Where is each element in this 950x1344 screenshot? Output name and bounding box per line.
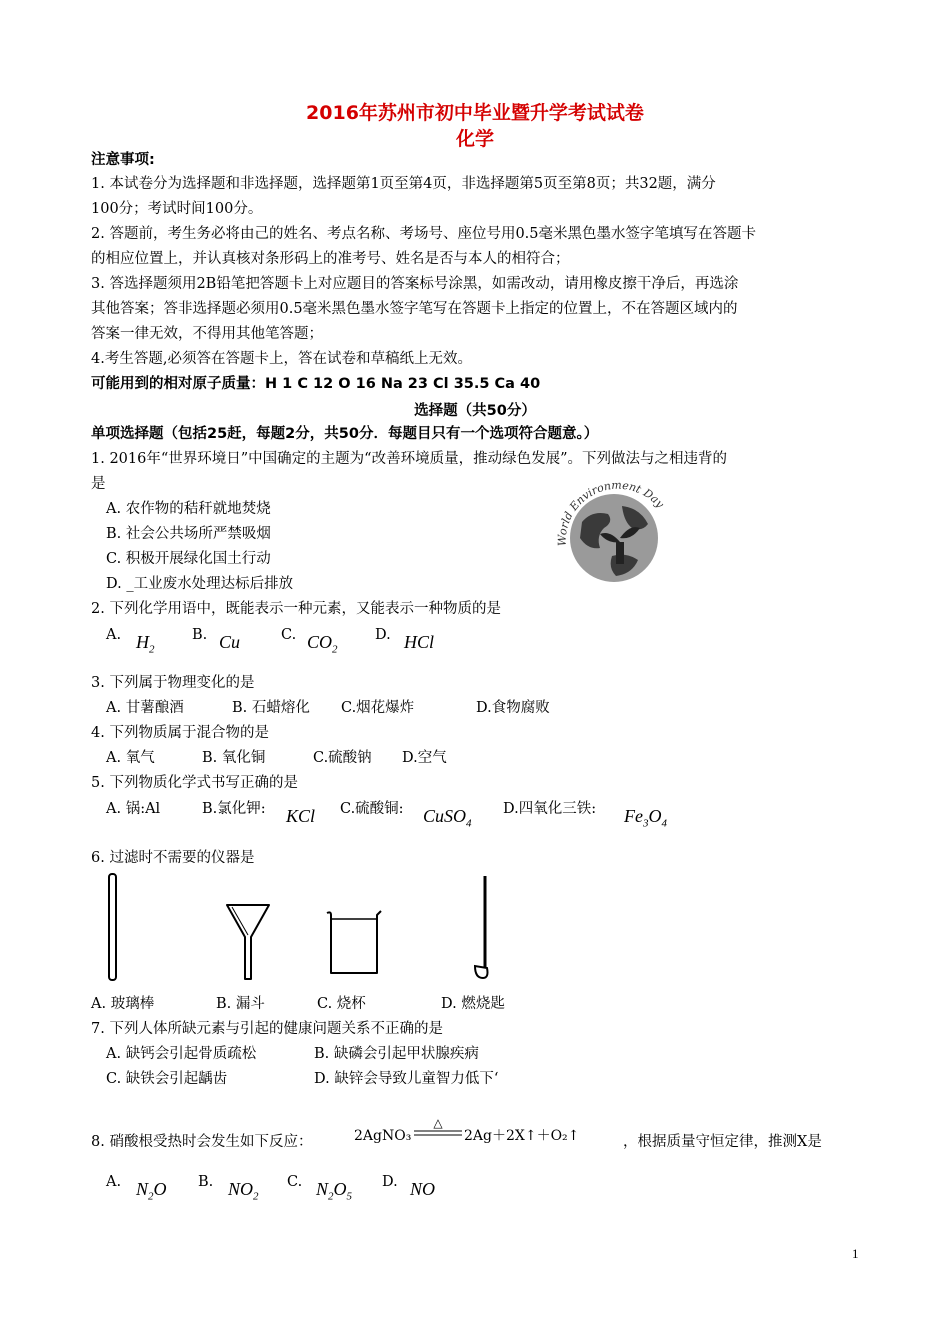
q7-option-a: A. 缺钙会引起骨质疏松	[106, 1046, 257, 1062]
q4-option-d: D.空气	[402, 750, 447, 766]
q1-stem: 1. 2016年“世界环境日”中国确定的主题为“改善环境质量，推动绿色发展”。下列做法与之相违背的	[91, 451, 727, 467]
world-environment-day-logo	[552, 476, 680, 590]
q3-option-a: A. 甘薯酿酒	[106, 700, 184, 716]
atomic-masses: 可能用到的相对原子质量：H 1 C 12 O 16 Na 23 Cl 35.5 Ca 40	[91, 376, 541, 392]
q1-option-a: A. 农作物的秸秆就地焚烧	[106, 501, 271, 517]
q1-option-d: D. _工业废水处理达标后排放	[106, 576, 294, 592]
section-title: 选择题（共50分）	[414, 403, 536, 419]
q1-option-c: C. 积极开展绿化国土行动	[106, 551, 271, 567]
q8-formula-c: $N_2O_5$	[316, 1179, 353, 1203]
q2-formula-d: HCl	[404, 632, 435, 652]
q2-formula-c: $CO_2$	[307, 632, 338, 656]
notice-line: 答案一律无效，不得用其他笔答题；	[91, 326, 323, 342]
exam-title: 2016年苏州市初中毕业暨升学考试试卷	[306, 102, 644, 124]
q5-formula-d: $Fe_3O_4$	[624, 806, 667, 830]
q2-label-a: A.	[106, 627, 122, 643]
q4-option-c: C.硫酸钠	[313, 750, 372, 766]
notice-line: 1. 本试卷分为选择题和非选择题，选择题第1页至第4页，非选择题第5页至第8页；共32题，满分	[91, 176, 716, 192]
q5-label-d: D.四氧化三铁:	[503, 801, 597, 817]
q4-option-b: B. 氧化铜	[202, 750, 266, 766]
q2-formula-a: $H_2$	[136, 632, 155, 656]
beaker-icon	[325, 909, 383, 977]
q7-option-d: D. 缺锌会导致儿童智力低下‘	[314, 1071, 499, 1087]
q2-stem: 2. 下列化学用语中，既能表示一种元素，又能表示一种物质的是	[91, 601, 501, 617]
notice-line: 3. 答选择题须用2B铅笔把答题卡上对应题目的答案标号涂黑，如需改动，请用橡皮擦干净后，再选涂	[91, 276, 739, 292]
q7-stem: 7. 下列人体所缺元素与引起的健康问题关系不正确的是	[91, 1021, 443, 1037]
q5-option-a: A. 锅:Al	[106, 801, 161, 817]
q7-option-c: C. 缺铁会引起龋齿	[106, 1071, 228, 1087]
notice-line: 100分；考试时间100分。	[91, 201, 263, 217]
q8-stem-pre: 8. 硝酸根受热时会发生如下反应：	[91, 1134, 313, 1150]
q3-option-c: C.烟花爆炸	[341, 700, 415, 716]
q3-stem: 3. 下列属于物理变化的是	[91, 675, 255, 691]
q5-stem: 5. 下列物质化学式书写正确的是	[91, 775, 298, 791]
q8-formula-d: NO	[410, 1179, 436, 1199]
q1-stem-cont: 是	[91, 476, 106, 492]
exam-subject: 化学	[455, 128, 494, 150]
q8-formula-a: $N_2O$	[136, 1179, 167, 1203]
q8-label-b: B.	[198, 1174, 214, 1190]
q5-label-c: C.硫酸铜:	[340, 801, 404, 817]
q2-label-c: C.	[281, 627, 297, 643]
q4-option-a: A. 氧气	[106, 750, 155, 766]
q8-equation-arrow	[414, 1129, 462, 1137]
q6-option-a: A. 玻璃棒	[91, 996, 155, 1012]
combustion-spoon-icon	[471, 874, 493, 982]
q8-equation-right: 2Ag＋2X↑＋O₂↑	[464, 1128, 580, 1144]
q8-formula-b: $NO_2$	[228, 1179, 259, 1203]
q6-option-d: D. 燃烧匙	[441, 996, 505, 1012]
q6-option-b: B. 漏斗	[216, 996, 265, 1012]
section-description: 单项选择题（包括25赶，每题2分，共50分．每题目只有一个选项符合题意。）	[91, 426, 599, 442]
notice-line: 4.考生答题,必须答在答题卡上，答在试卷和草稿纸上无效。	[91, 351, 472, 367]
q7-option-b: B. 缺磷会引起甲状腺疾病	[314, 1046, 479, 1062]
page-number: 1	[852, 1246, 859, 1261]
q5-label-b: B.氯化钾:	[202, 801, 266, 817]
q6-stem: 6. 过滤时不需要的仪器是	[91, 850, 255, 866]
notice-line: 2. 答题前，考生务必将由己的姓名、考点名称、考场号、座位号用0.5毫米黑色墨水签字笔填写在答题卡	[91, 226, 756, 242]
glass-rod-icon	[106, 872, 120, 984]
q3-option-d: D.食物腐败	[476, 700, 550, 716]
q8-label-c: C.	[287, 1174, 303, 1190]
q4-stem: 4. 下列物质属于混合物的是	[91, 725, 269, 741]
q2-label-b: B.	[192, 627, 208, 643]
q6-option-c: C. 烧杯	[317, 996, 366, 1012]
funnel-icon	[225, 903, 271, 981]
q5-formula-b: KCl	[286, 806, 316, 826]
q8-equation-left: 2AgNO₃	[354, 1128, 412, 1144]
q5-formula-c: CuSO$_4$	[423, 806, 472, 830]
q8-label-a: A.	[106, 1174, 122, 1190]
notice-heading: 注意事项:	[91, 152, 155, 168]
q8-equation-condition: △	[433, 1116, 443, 1130]
q1-option-b: B. 社会公共场所严禁吸烟	[106, 526, 271, 542]
logo-arc-text: World Environment Day	[555, 478, 667, 547]
notice-line: 其他答案；答非选择题必须用0.5毫米黑色墨水签字笔写在答题卡上指定的位置上，不在答题区域内的	[91, 301, 738, 317]
q8-stem-post: ，根据质量守恒定律，推测X是	[623, 1134, 822, 1150]
q2-formula-b: Cu	[219, 632, 241, 652]
q2-label-d: D.	[375, 627, 391, 643]
q8-label-d: D.	[382, 1174, 398, 1190]
q3-option-b: B. 石蜡熔化	[232, 700, 310, 716]
notice-line: 的相应位置上，并认真核对条形码上的准考号、姓名是否与本人的相符合；	[91, 251, 570, 267]
